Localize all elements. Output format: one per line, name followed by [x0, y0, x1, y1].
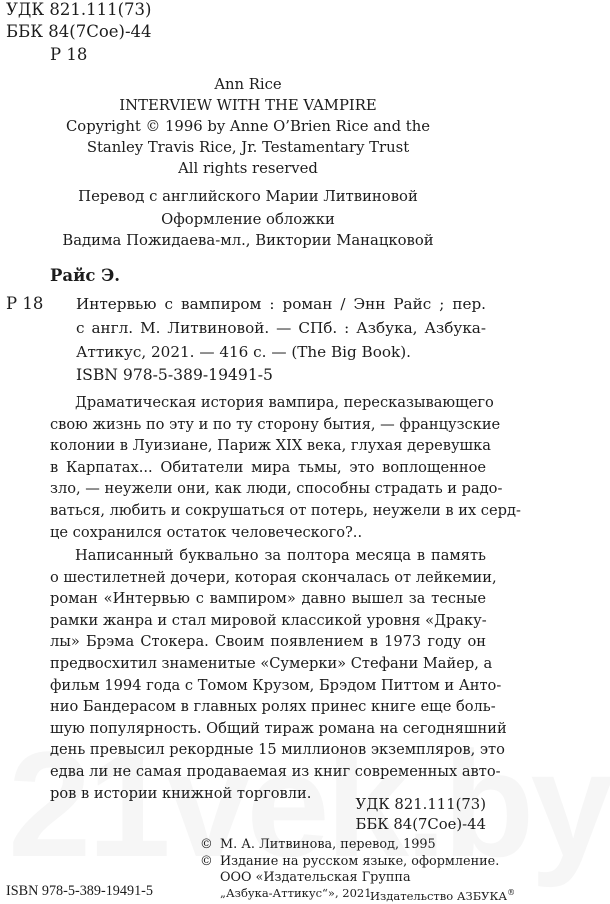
copyright-symbol: ©: [200, 854, 213, 869]
paragraph-line: колонии в Луизиане, Париж XIX века, глухая деревушка: [50, 437, 491, 455]
description-paragraph-1: [50, 392, 521, 543]
udk-code-bottom: УДК 821.111(73): [355, 796, 486, 813]
bibliography-record: [76, 293, 486, 364]
all-rights-reserved: All rights reserved: [178, 160, 318, 177]
paragraph-line: о шестилетней дочери, которая скончалась от лейкемии,: [50, 568, 497, 586]
paragraph-line: Драматическая история вампира, пересказывающего: [75, 394, 494, 411]
registered-mark: ®: [507, 888, 516, 897]
copyright-line-2: Stanley Travis Rice, Jr. Testamentary Trust: [86, 139, 410, 156]
publisher-name: [370, 886, 515, 903]
copyright-notices: [200, 836, 436, 853]
publisher-group-2: „Азбука-Аттикус“», 2021: [220, 886, 372, 900]
paragraph-line: рамки жанра и стал мировой классикой уровня «Драку-: [50, 611, 487, 629]
copyright-symbol: ©: [200, 837, 213, 852]
bibliography-mark: Р 18: [6, 294, 44, 313]
cover-design-title: Оформление обложки: [161, 211, 335, 228]
paragraph-line: в Карпатах... Обитатели мира тьмы, это воплощенное: [50, 458, 486, 476]
paragraph-line: предвосхитил знаменитые «Сумерки» Стефани Майер, а: [50, 654, 493, 672]
description-paragraph-2: [50, 545, 507, 804]
bbk-code-top: ББК 84(7Сое)-44: [6, 22, 152, 41]
paragraph-line: шую популярность. Общий тираж романа на сегодняшний: [50, 719, 507, 737]
copyright-edition-text: Издание на русском языке, оформление.: [220, 854, 500, 869]
paragraph-line: фильм 1994 года с Томом Крузом, Брэдом Питтом и Анто-: [50, 676, 502, 694]
paragraph-line: Написанный буквально за полтора месяца в память: [75, 547, 486, 564]
bibliography-isbn: ISBN 978-5-389-19491-5: [76, 366, 273, 384]
publisher-group: ООО «Издательская Группа: [220, 870, 411, 885]
udk-code-top: УДК 821.111(73): [6, 0, 152, 19]
bibliography-line: Аттикус, 2021. — 416 с. — (The Big Book).: [76, 342, 411, 361]
paragraph-line: нио Бандерасом в главных ролях принес книге еще боль-: [50, 698, 496, 716]
bibliography-line: с англ. М. Литвиновой. — СПб. : Азбука, Азбука-: [76, 318, 486, 337]
original-title: INTERVIEW WITH THE VAMPIRE: [119, 97, 377, 114]
paragraph-line: зло, — неужели они, как люди, способны страдать и радо-: [50, 480, 503, 498]
paragraph-line: роман «Интервью с вампиром» давно вышел за тесные: [50, 590, 486, 608]
publisher-name-text: Издательство АЗБУКА: [370, 888, 508, 903]
copyright-translation: [200, 836, 436, 853]
original-author: Ann Rice: [214, 76, 282, 93]
paragraph-line: свою жизнь по эту и по ту сторону бытия, — французские: [50, 415, 501, 433]
paragraph-line: ваться, любить и сокрушаться от потерь, неужели в их серд-: [50, 501, 521, 519]
cover-design-names: Вадима Пожидаева-мл., Виктории Манацковой: [62, 232, 434, 249]
paragraph-line: день превысил рекордные 15 миллионов экземпляров, это: [50, 741, 505, 759]
paragraph-line: едва ли не самая продаваемая из книг современных авто-: [50, 762, 501, 780]
copyright-translation-text: М. А. Литвинова, перевод, 1995: [220, 837, 436, 852]
bottom-isbn: ISBN 978-5-389-19491-5: [6, 883, 153, 899]
bibliography-heading: Райс Э.: [50, 266, 120, 285]
copyright-edition-block: [200, 853, 499, 870]
paragraph-line: ров в истории книжной торговли.: [50, 784, 312, 802]
bibliography-line: Интервью с вампиром : роман / Энн Райс ; пер.: [76, 295, 486, 313]
paragraph-line: лы» Брэма Стокера. Своим появлением в 1973 году он: [50, 633, 486, 651]
copyright-line-1: Copyright © 1996 by Anne O’Brien Rice and the: [65, 118, 430, 135]
bbk-code-bottom: ББК 84(7Сое)-44: [355, 816, 486, 833]
author-mark-top: Р 18: [50, 45, 88, 64]
translation-credit: Перевод с английского Марии Литвиновой: [78, 188, 418, 205]
paragraph-line: це сохранился остаток человеческого?..: [50, 523, 363, 541]
copyright-edition: [200, 853, 499, 870]
